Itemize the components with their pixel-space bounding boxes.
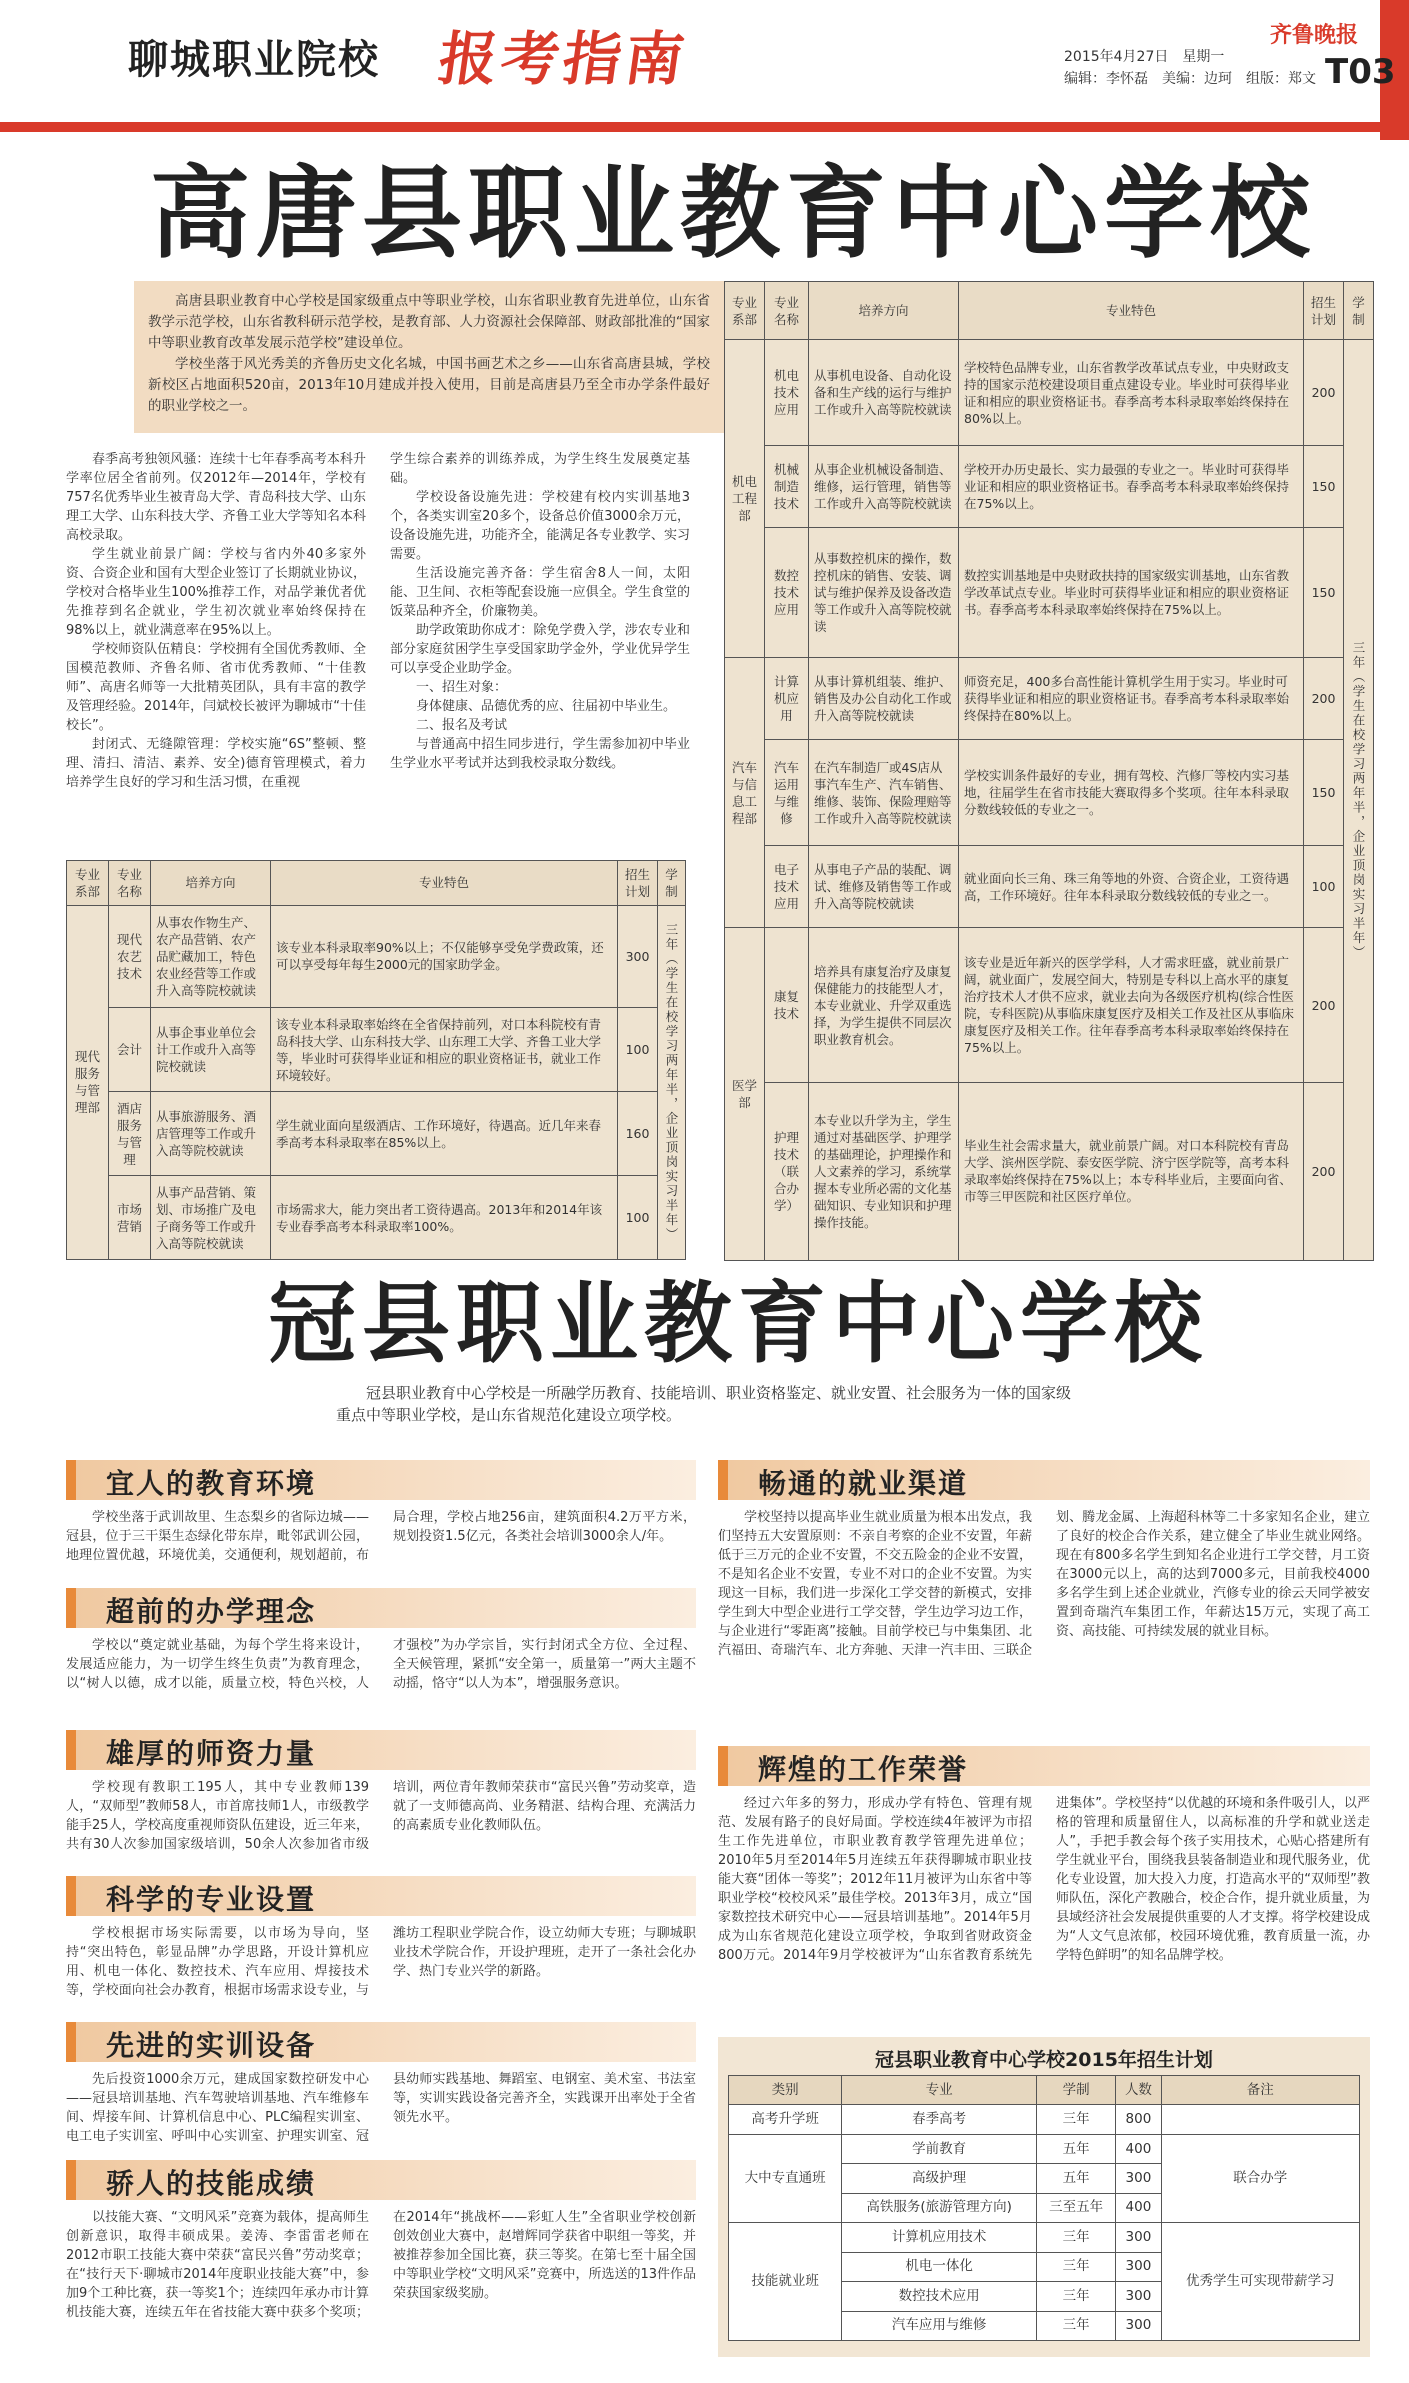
gaotang-title: 高唐县职业教育中心学校 <box>150 154 1316 272</box>
plan-cell: 200 <box>1304 658 1344 740</box>
feature-cell: 学生就业面向星级酒店、工作环境好，待遇高。近几年来春季高考本科录取率在85%以上。 <box>271 1092 618 1176</box>
section-majors-text: 学校根据市场实际需要，以市场为导向，坚持“突出特色，彰显品牌”办学思路，开设计算机应用、机电一体化、数控技术、汽车应用、焊接技术等，学校面向社会办教育，根据市场需求设专业，与潍坊工程职业学院合作，设立幼师大专班；与聊城职业技术学院合作，开设护理班，走开了一条社会化办学、热门专业兴学的新路。 <box>66 1926 696 1998</box>
plan-count-cell: 300 <box>1116 2252 1161 2281</box>
th-major: 专业名称 <box>109 861 151 906</box>
direction-cell: 从事产品营销、策划、市场推广及电子商务等工作或升入高等院校就读 <box>151 1176 271 1260</box>
section-jobs-text: 学校坚持以提高毕业生就业质量为根本出发点，我们坚持五大安置原则：不亲自考察的企业不安置，年薪低于三万元的企业不安置，不交五险金的企业不安置，不是知名企业不安置，专业不对口的企业不安置。为实现这一目标，我们进一步深化工学交替的新模式，安排学生到大中型企业进行工学交替，学生边学习边工作，与企业进行“零距离”接触。目前学校已与中集集团、北汽福田、奇瑞汽车、北方奔驰、天津一汽丰田、三联企划、腾龙金属、上海超科林等二十多家知名企业，建立了良好的校企合作关系，建立健全了毕业生就业网络。现在有800多名学生到知名企业进行工学交替，月工资在3000元以上，高的达到7000多元，目前我校4000多名学生到上述企业就业，汽修专业的徐云天同学被安置到奇瑞汽车集团工作，年薪达15万元，实现了高工资、高技能、可持续发展的就业目标。 <box>718 1510 1370 1658</box>
major-cell: 机电技术应用 <box>765 340 809 446</box>
major-cell: 会计 <box>109 1008 151 1092</box>
section-teachers-text: 学校现有教职工195人，其中专业教师139人，“双师型”教师58人，市首席技师1人，市级教学能手25人，学校高度重视师资队伍建设，近三年来，共有30人次参加国家级培训，50余人次参加省市级培训，两位青年教师荣获市“富民兴鲁”劳动奖章，造就了一支师德高尚、业务精湛、结构合理、充满活力的高素质专业化教师队伍。 <box>66 1780 696 1852</box>
plan-th-count: 人数 <box>1116 2076 1161 2105</box>
table-row <box>725 446 1374 528</box>
plan-cell: 300 <box>618 905 658 1008</box>
table-row <box>725 1082 1374 1260</box>
plan-th-note: 备注 <box>1161 2076 1359 2105</box>
table-row <box>67 1092 686 1176</box>
feature-cell: 学校开办历史最长、实力最强的专业之一。毕业时可获得毕业证和相应的职业资格证书。春季高考本科录取率始终保持在75%以上。 <box>959 446 1304 528</box>
major-cell: 市场营销 <box>109 1176 151 1260</box>
section-jobs-heading: 畅通的就业渠道 <box>718 1460 1370 1500</box>
gaotang-col2-p8: 与普通高中招生同步进行，学生需参加初中毕业生学业水平考试并达到我校录取分数线。 <box>390 737 690 771</box>
gaotang-col2-p5: 一、招生对象： <box>416 680 508 695</box>
table-row <box>725 846 1374 928</box>
feature-cell: 该专业本科录取率90%以上；不仅能够享受免学费政策，还可以享受每年每生2000元的国家助学金。 <box>271 905 618 1008</box>
plan-note-cell: 优秀学生可实现带薪学习 <box>1161 2223 1359 2341</box>
direction-cell: 培养具有康复治疗及康复保健能力的技能型人才，本专业就业、升学双重选择，为学生提供不同层次职业教育机会。 <box>809 928 959 1082</box>
years-cell: 三年（学生在校学习两年半，企业顶岗实习半年） <box>1344 340 1374 1261</box>
section-training-text: 先后投资1000余万元，建成国家数控研发中心——冠县培训基地、汽车驾驶培训基地、汽车维修车间、焊接车间、计算机信息中心、PLC编程实训室、电工电子实训室、呼叫中心实训室、护理实训室、冠县幼师实践基地、舞蹈室、电钢室、美术室、书法室等，实训实践设备完善齐全，实践课开出率处于全省领先水平。 <box>66 2072 696 2144</box>
plan-count-cell: 300 <box>1116 2282 1161 2311</box>
plan-years-cell: 三至五年 <box>1036 2193 1115 2222</box>
th-dept: 专业系部 <box>725 282 765 340</box>
issue-date: 2015年4月27日 星期一 <box>1064 49 1225 65</box>
plan-years-cell: 三年 <box>1036 2105 1115 2134</box>
section-honors-text: 经过六年多的努力，形成办学有特色、管理有规范、发展有路子的良好局面。学校连续4年被评为市招生工作先进单位，市职业教育教学管理先进单位；2010年5月至2014年5月连续五年获得聊城市职业技能大赛“团体一等奖”；2012年11月被评为山东省中等职业学校“校校风采”最佳学校。2013年3月，成立“国家数控技术研究中心——冠县培训基地”。2014年5月成为山东省规范化建设立项学校，争取到省财政资金800万元。2014年9月学校被评为“山东省教育系统先进集体”。学校坚持“以优越的环境和条件吸引人，以严格的管理和质量留住人，以高标准的升学和就业送走人”，手把手教会每个孩子实用技术，心贴心搭建所有学生就业平台，围绕我县装备制造业和现代服务业，优化专业设置，加大投入力度，打造高水平的“双师型”教师队伍，深化产教融合，校企合作，提升就业质量，为县域经济社会发展提供重要的人才支撑。将学校建设成为“人文气息浓郁，校园环境优雅，教育质量一流，办学特色鲜明”的知名品牌学校。 <box>718 1796 1370 1963</box>
section-concept-text: 学校以“奠定就业基础，为每个学生将来设计，发展适应能力，为一切学生终生负责”为教育理念，以“树人以德，成才以能，质量立校，特色兴校，人才强校”为办学宗旨，实行封闭式全方位、全过程、全天候管理，紧抓“安全第一，质量第一”两大主题不动摇，恪守“以人为本”，增强服务意识。 <box>66 1638 696 1691</box>
major-cell: 酒店服务与管理 <box>109 1092 151 1176</box>
gaotang-table-left <box>66 860 686 1260</box>
enrollment-plan-title: 冠县职业教育中心学校2015年招生计划 <box>875 2049 1213 2071</box>
plan-count-cell: 300 <box>1116 2311 1161 2341</box>
major-cell: 现代农艺技术 <box>109 905 151 1008</box>
table-row <box>729 2223 1360 2252</box>
table-row <box>725 740 1374 846</box>
editor-credits: 编辑：李怀磊 美编：边珂 组版：郑文 <box>1064 71 1316 87</box>
plan-years-cell: 五年 <box>1036 2164 1115 2193</box>
th-direction: 培养方向 <box>151 861 271 906</box>
feature-cell: 学校实训条件最好的专业，拥有驾校、汽修厂等校内实习基地，往届学生在省市技能大赛取得多个奖项。往年本科录取分数线较低的专业之一。 <box>959 740 1304 846</box>
major-cell: 汽车运用与维修 <box>765 740 809 846</box>
dept-cell: 机电工程部 <box>725 340 765 658</box>
plan-count-cell: 800 <box>1116 2105 1161 2134</box>
section-env-heading: 宜人的教育环境 <box>66 1460 696 1500</box>
gaotang-intro-box <box>134 281 724 433</box>
feature-cell: 毕业生社会需求量大，就业前景广阔。对口本科院校有青岛大学、滨州医学院、泰安医学院、济宁医学院等，高考本科录取率始终保持在75%以上；本专科毕业后，主要面向省、市等三甲医院和社区医疗单位。 <box>959 1082 1304 1260</box>
gaotang-col1-p1: 春季高考独领风骚：连续十七年春季高考本科升学率位居全省前列。仅2012年—2014年，学校有757名优秀毕业生被青岛大学、青岛科技大学、山东理工大学、山东科技大学、齐鲁工业大学等知名本科高校录取。 <box>66 452 366 543</box>
plan-category-cell: 技能就业班 <box>729 2223 842 2341</box>
plan-major-cell: 学前教育 <box>842 2134 1037 2163</box>
plan-cell: 100 <box>618 1008 658 1092</box>
th-feature: 专业特色 <box>959 282 1304 340</box>
gaotang-col1-p4: 封闭式、无缝隙管理：学校实施“6S”整顿、整理、清扫、清洁、素养、安全)德育管理模式，着力培养学生良好的学习和生活习惯，在重视 <box>66 737 366 790</box>
plan-th-years: 学制 <box>1036 2076 1115 2105</box>
plan-cell: 150 <box>1304 740 1344 846</box>
feature-cell: 学校特色品牌专业，山东省教学改革试点专业，中央财政支持的国家示范校建设项目重点建设专业。毕业时可获得毕业证和相应的职业资格证书。春季高考本科录取率始终保持在80%以上。 <box>959 340 1304 446</box>
plan-years-cell: 三年 <box>1036 2311 1115 2341</box>
gaotang-col2-p2: 学校设备设施先进：学校建有校内实训基地3个，各类实训室20多个，设备总价值3000余万元，设备设施先进，功能齐全，能满足各专业教学、实习需要。 <box>390 490 690 562</box>
major-cell: 电子技术应用 <box>765 846 809 928</box>
gaotang-col2-p6: 身体健康、品德优秀的应、往届初中毕业生。 <box>416 699 677 714</box>
direction-cell: 从事企事业单位会计工作或升入高等院校就读 <box>151 1008 271 1092</box>
gaotang-table-right <box>724 281 1374 1261</box>
section-skills-text: 以技能大赛、“文明风采”竞赛为载体，提高师生创新意识，取得丰硕成果。姜涛、李雷雷老师在2012市职工技能大赛中荣获“富民兴鲁”劳动奖章；在“技行天下·聊城市2014年度职业技能大赛”中，参加9个工种比赛，获一等奖1个；连续四年承办市计算机技能大赛，连续五年在省技能大赛中获多个奖项；在2014年“挑战杯——彩虹人生”全省职业学校创新创效创业大赛中，赵增辉同学获省中职组一等奖，并被推荐参加全国比赛，获三等奖。在第七至十届全国中等职业学校“文明风采”竞赛中，所选送的13件作品荣获国家级奖励。 <box>66 2210 697 2320</box>
plan-note-cell: 联合办学 <box>1161 2134 1359 2222</box>
plan-th-category: 类别 <box>729 2076 842 2105</box>
gaotang-col2 <box>390 450 690 773</box>
feature-cell: 该专业是近年新兴的医学学科，人才需求旺盛，就业前景广阔，就业面广，发展空间大，特别是专科以上高水平的康复治疗技术人才供不应求，就业去向为各级医疗机构(综合性医院，专科医院)从事临床康复医疗及相关工作及社区从事临床康复医疗及相关工作。往年春季高考本科录取率始终保持在75%以上。 <box>959 928 1304 1082</box>
plan-note-cell <box>1161 2105 1359 2134</box>
th-years: 学制 <box>658 861 686 906</box>
dept-cell: 现代服务与管理部 <box>67 905 109 1259</box>
feature-cell: 数控实训基地是中央财政扶持的国家级实训基地，山东省教学改革试点专业。毕业时可获得毕业证和相应的职业资格证书。春季高考本科录取率始终保持在75%以上。 <box>959 528 1304 658</box>
feature-cell: 该专业本科录取率始终在全省保持前列，对口本科院校有青岛科技大学、山东科技大学、山东理工大学、齐鲁工业大学等，毕业时可获得毕业证和相应的职业资格证书，就业工作环境较好。 <box>271 1008 618 1092</box>
plan-th-major: 专业 <box>842 2076 1037 2105</box>
plan-cell: 150 <box>1304 446 1344 528</box>
table-row <box>725 928 1374 1082</box>
table-row <box>725 658 1374 740</box>
gaotang-col1 <box>66 450 366 792</box>
plan-count-cell: 400 <box>1116 2134 1161 2163</box>
plan-cell: 200 <box>1304 340 1344 446</box>
plan-major-cell: 高铁服务(旅游管理方向) <box>842 2193 1037 2222</box>
th-feature: 专业特色 <box>271 861 618 906</box>
masthead-divider <box>0 122 1409 132</box>
direction-cell: 本专业以升学为主，学生通过对基础医学、护理学的基础理论，护理操作和人文素养的学习，系统掌握本专业所必需的文化基础知识、专业知识和护理操作技能。 <box>809 1082 959 1260</box>
th-dept: 专业系部 <box>67 861 109 906</box>
masthead-guide: 报考指南 <box>434 25 693 93</box>
section-teachers-heading: 雄厚的师资力量 <box>66 1730 696 1770</box>
th-plan: 招生计划 <box>1304 282 1344 340</box>
major-cell: 机械制造技术 <box>765 446 809 528</box>
direction-cell: 从事计算机组装、维护、销售及办公自动化工作或升入高等院校就读 <box>809 658 959 740</box>
plan-major-cell: 汽车应用与维修 <box>842 2311 1037 2341</box>
masthead-brand: 聊城职业院校 <box>128 37 380 83</box>
plan-major-cell: 数控技术应用 <box>842 2282 1037 2311</box>
table-row <box>67 905 686 1008</box>
table-row <box>67 1008 686 1092</box>
plan-cell: 160 <box>618 1092 658 1176</box>
gaotang-col2-p1: 学生综合素养的训练养成，为学生终生发展奠定基础。 <box>390 452 690 486</box>
th-direction: 培养方向 <box>809 282 959 340</box>
direction-cell: 在汽车制造厂或4S店从事汽车生产、汽车销售、维修、装饰、保险理赔等工作或升入高等院校就读 <box>809 740 959 846</box>
section-skills-heading: 骄人的技能成绩 <box>66 2160 696 2200</box>
section-honors-heading: 辉煌的工作荣誉 <box>718 1746 1370 1786</box>
plan-years-cell: 三年 <box>1036 2223 1115 2252</box>
direction-cell: 从事机电设备、自动化设备和生产线的运行与维护工作或升入高等院校就读 <box>809 340 959 446</box>
plan-major-cell: 春季高考 <box>842 2105 1037 2134</box>
dept-cell: 医学部 <box>725 928 765 1261</box>
plan-years-cell: 三年 <box>1036 2282 1115 2311</box>
gaotang-col2-p4: 助学政策助你成才：除免学费入学，涉农专业和部分家庭贫困学生享受国家助学金外，学业优异学生可以享受企业助学金。 <box>390 623 690 676</box>
dept-cell: 汽车与信息工程部 <box>725 658 765 928</box>
direction-cell: 从事企业机械设备制造、维修，运行管理，销售等工作或升入高等院校就读 <box>809 446 959 528</box>
table-row <box>729 2105 1360 2134</box>
plan-count-cell: 300 <box>1116 2164 1161 2193</box>
plan-cell: 100 <box>618 1176 658 1260</box>
plan-cell: 200 <box>1304 1082 1344 1260</box>
major-cell: 数控技术应用 <box>765 528 809 658</box>
section-env-text: 学校坐落于武训故里、生态梨乡的省际边城——冠县，位于三干渠生态绿化带东岸，毗邻武训公园，地理位置优越，环境优美，交通便利，规划超前，布局合理，学校占地256亩，建筑面积4.2万平方米，规划投资1.5亿元，各类社会培训3000余人/年。 <box>66 1510 696 1563</box>
gaotang-col1-p2: 学生就业前景广阔：学校与省内外40多家外资、合资企业和国有大型企业签订了长期就业协议，学校对合格毕业生100%推荐工作，对品学兼优者优先推荐到名企就业，学生初次就业率始终保持在98%以上，就业满意率在95%以上。 <box>66 547 366 638</box>
direction-cell: 从事电子产品的装配、调试、维修及销售等工作或升入高等院校就读 <box>809 846 959 928</box>
plan-major-cell: 机电一体化 <box>842 2252 1037 2281</box>
section-majors-heading: 科学的专业设置 <box>66 1876 696 1916</box>
gaotang-intro-p1: 高唐县职业教育中心学校是国家级重点中等职业学校，山东省职业教育先进单位，山东省教学示范学校，山东省教科研示范学校，是教育部、人力资源社会保障部、财政部批准的“国家中等职业教育改革发展示范学校”建设单位。 <box>148 293 710 351</box>
gaotang-col1-p3: 学校师资队伍精良：学校拥有全国优秀教师、全国模范教师、齐鲁名师、省市优秀教师、“十佳教师”、高唐名师等一大批精英团队，具有丰富的教学及管理经验。2014年，闫斌校长被评为聊城市“十佳校长”。 <box>66 642 366 733</box>
gaotang-intro-p2: 学校坐落于风光秀美的齐鲁历史文化名城，中国书画艺术之乡——山东省高唐县城，学校新校区占地面积520亩，2013年10月建成并投入使用，目前是高唐县乃至全市办学条件最好的职业学校之一。 <box>148 356 710 414</box>
direction-cell: 从事农作物生产、农产品营销、农产品贮藏加工，特色农业经营等工作或升入高等院校就读 <box>151 905 271 1008</box>
major-cell: 康复技术 <box>765 928 809 1082</box>
th-plan: 招生计划 <box>618 861 658 906</box>
years-cell: 三年（学生在校学习两年半，企业顶岗实习半年） <box>658 905 686 1259</box>
th-years: 学制 <box>1344 282 1374 340</box>
direction-cell: 从事数控机床的操作，数控机床的销售、安装、调试与维护保养及设备改造等工作或升入高等院校就读 <box>809 528 959 658</box>
plan-cell: 200 <box>1304 928 1344 1082</box>
section-concept-heading: 超前的办学理念 <box>66 1588 696 1628</box>
table-row <box>725 340 1374 446</box>
major-cell: 护理技术（联合办学） <box>765 1082 809 1260</box>
plan-count-cell: 400 <box>1116 2193 1161 2222</box>
plan-count-cell: 300 <box>1116 2223 1161 2252</box>
direction-cell: 从事旅游服务、酒店管理等工作或升入高等院校就读 <box>151 1092 271 1176</box>
enrollment-plan-box <box>718 2037 1370 2357</box>
gaotang-col2-p3: 生活设施完善齐备：学生宿舍8人一间，太阳能、卫生间、衣柜等配套设施一应俱全。学生食堂的饭菜品种齐全，价廉物美。 <box>390 566 690 619</box>
plan-cell: 100 <box>1304 846 1344 928</box>
gaotang-col2-p7: 二、报名及考试 <box>416 718 508 733</box>
plan-major-cell: 高级护理 <box>842 2164 1037 2193</box>
plan-years-cell: 五年 <box>1036 2134 1115 2163</box>
guanxian-intro: 冠县职业教育中心学校是一所融学历教育、技能培训、职业资格鉴定、就业安置、社会服务为一体的国家级重点中等职业学校，是山东省规范化建设立项学校。 <box>336 1384 1072 1424</box>
newspaper-logo: 齐鲁晚报 <box>1270 23 1359 48</box>
major-cell: 计算机应用 <box>765 658 809 740</box>
table-row <box>725 528 1374 658</box>
plan-major-cell: 计算机应用技术 <box>842 2223 1037 2252</box>
plan-years-cell: 三年 <box>1036 2252 1115 2281</box>
page-number: T03 <box>1325 52 1396 92</box>
table-row <box>67 1176 686 1260</box>
plan-cell: 150 <box>1304 528 1344 658</box>
section-training-heading: 先进的实训设备 <box>66 2022 696 2062</box>
plan-category-cell: 大中专直通班 <box>729 2134 842 2222</box>
feature-cell: 师资充足，400多台高性能计算机学生用于实习。毕业时可获得毕业证和相应的职业资格证书。春季高考本科录取率始终保持在80%以上。 <box>959 658 1304 740</box>
th-major: 专业名称 <box>765 282 809 340</box>
guanxian-title: 冠县职业教育中心学校 <box>268 1271 1209 1375</box>
feature-cell: 就业面向长三角、珠三角等地的外资、合资企业，工资待遇高，工作环境好。往年本科录取分数线较低的专业之一。 <box>959 846 1304 928</box>
feature-cell: 市场需求大，能力突出者工资待遇高。2013年和2014年该专业春季高考本科录取率100%。 <box>271 1176 618 1260</box>
table-row <box>729 2134 1360 2163</box>
plan-category-cell: 高考升学班 <box>729 2105 842 2134</box>
